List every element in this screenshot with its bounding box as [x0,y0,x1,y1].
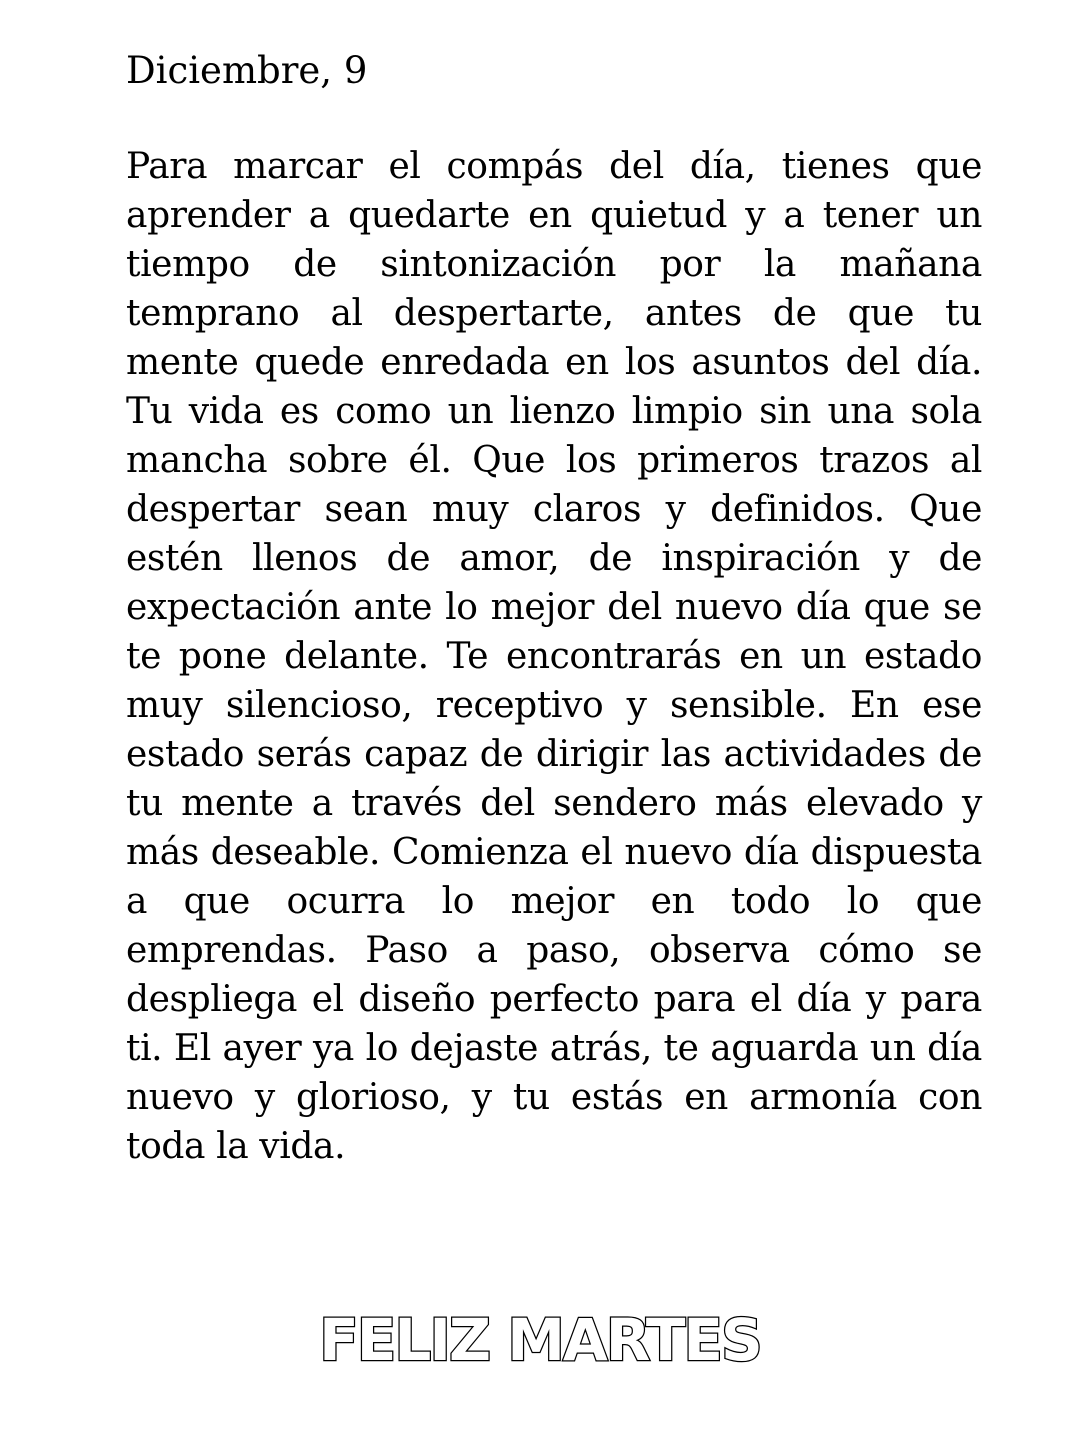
footer-greeting: FELIZ MARTES [319,1306,761,1374]
date-heading: Diciembre, 9 [126,49,368,92]
body-paragraph: Para marcar el compás del día, tienes que aprender a quedarte en quietud y a tener un tiempo de sintonización por la mañana temprano al despertarte, antes de que tu mente quede enredada en los asuntos del día. Tu vida es como un lienzo limpio sin una sola mancha sobre él. Que los primeros trazos al despertar sean muy claros y definidos. Que estén llenos de amor, de inspiración y de expectación ante lo mejor del nuevo día que se te pone delante. Te encontrarás en un estado muy silencioso, receptivo y sensible. En ese estado serás capaz de dirigir las actividades de tu mente a través del sendero más elevado y más deseable. Comienza el nuevo día dispuesta a que ocurra lo mejor en todo lo que emprendas. Paso a paso, observa cómo se despliega el diseño perfecto para el día y para ti. El ayer ya lo dejaste atrás, te aguarda un día nuevo y glorioso, y tu estás en armonía con toda la vida. [126,146,982,1167]
